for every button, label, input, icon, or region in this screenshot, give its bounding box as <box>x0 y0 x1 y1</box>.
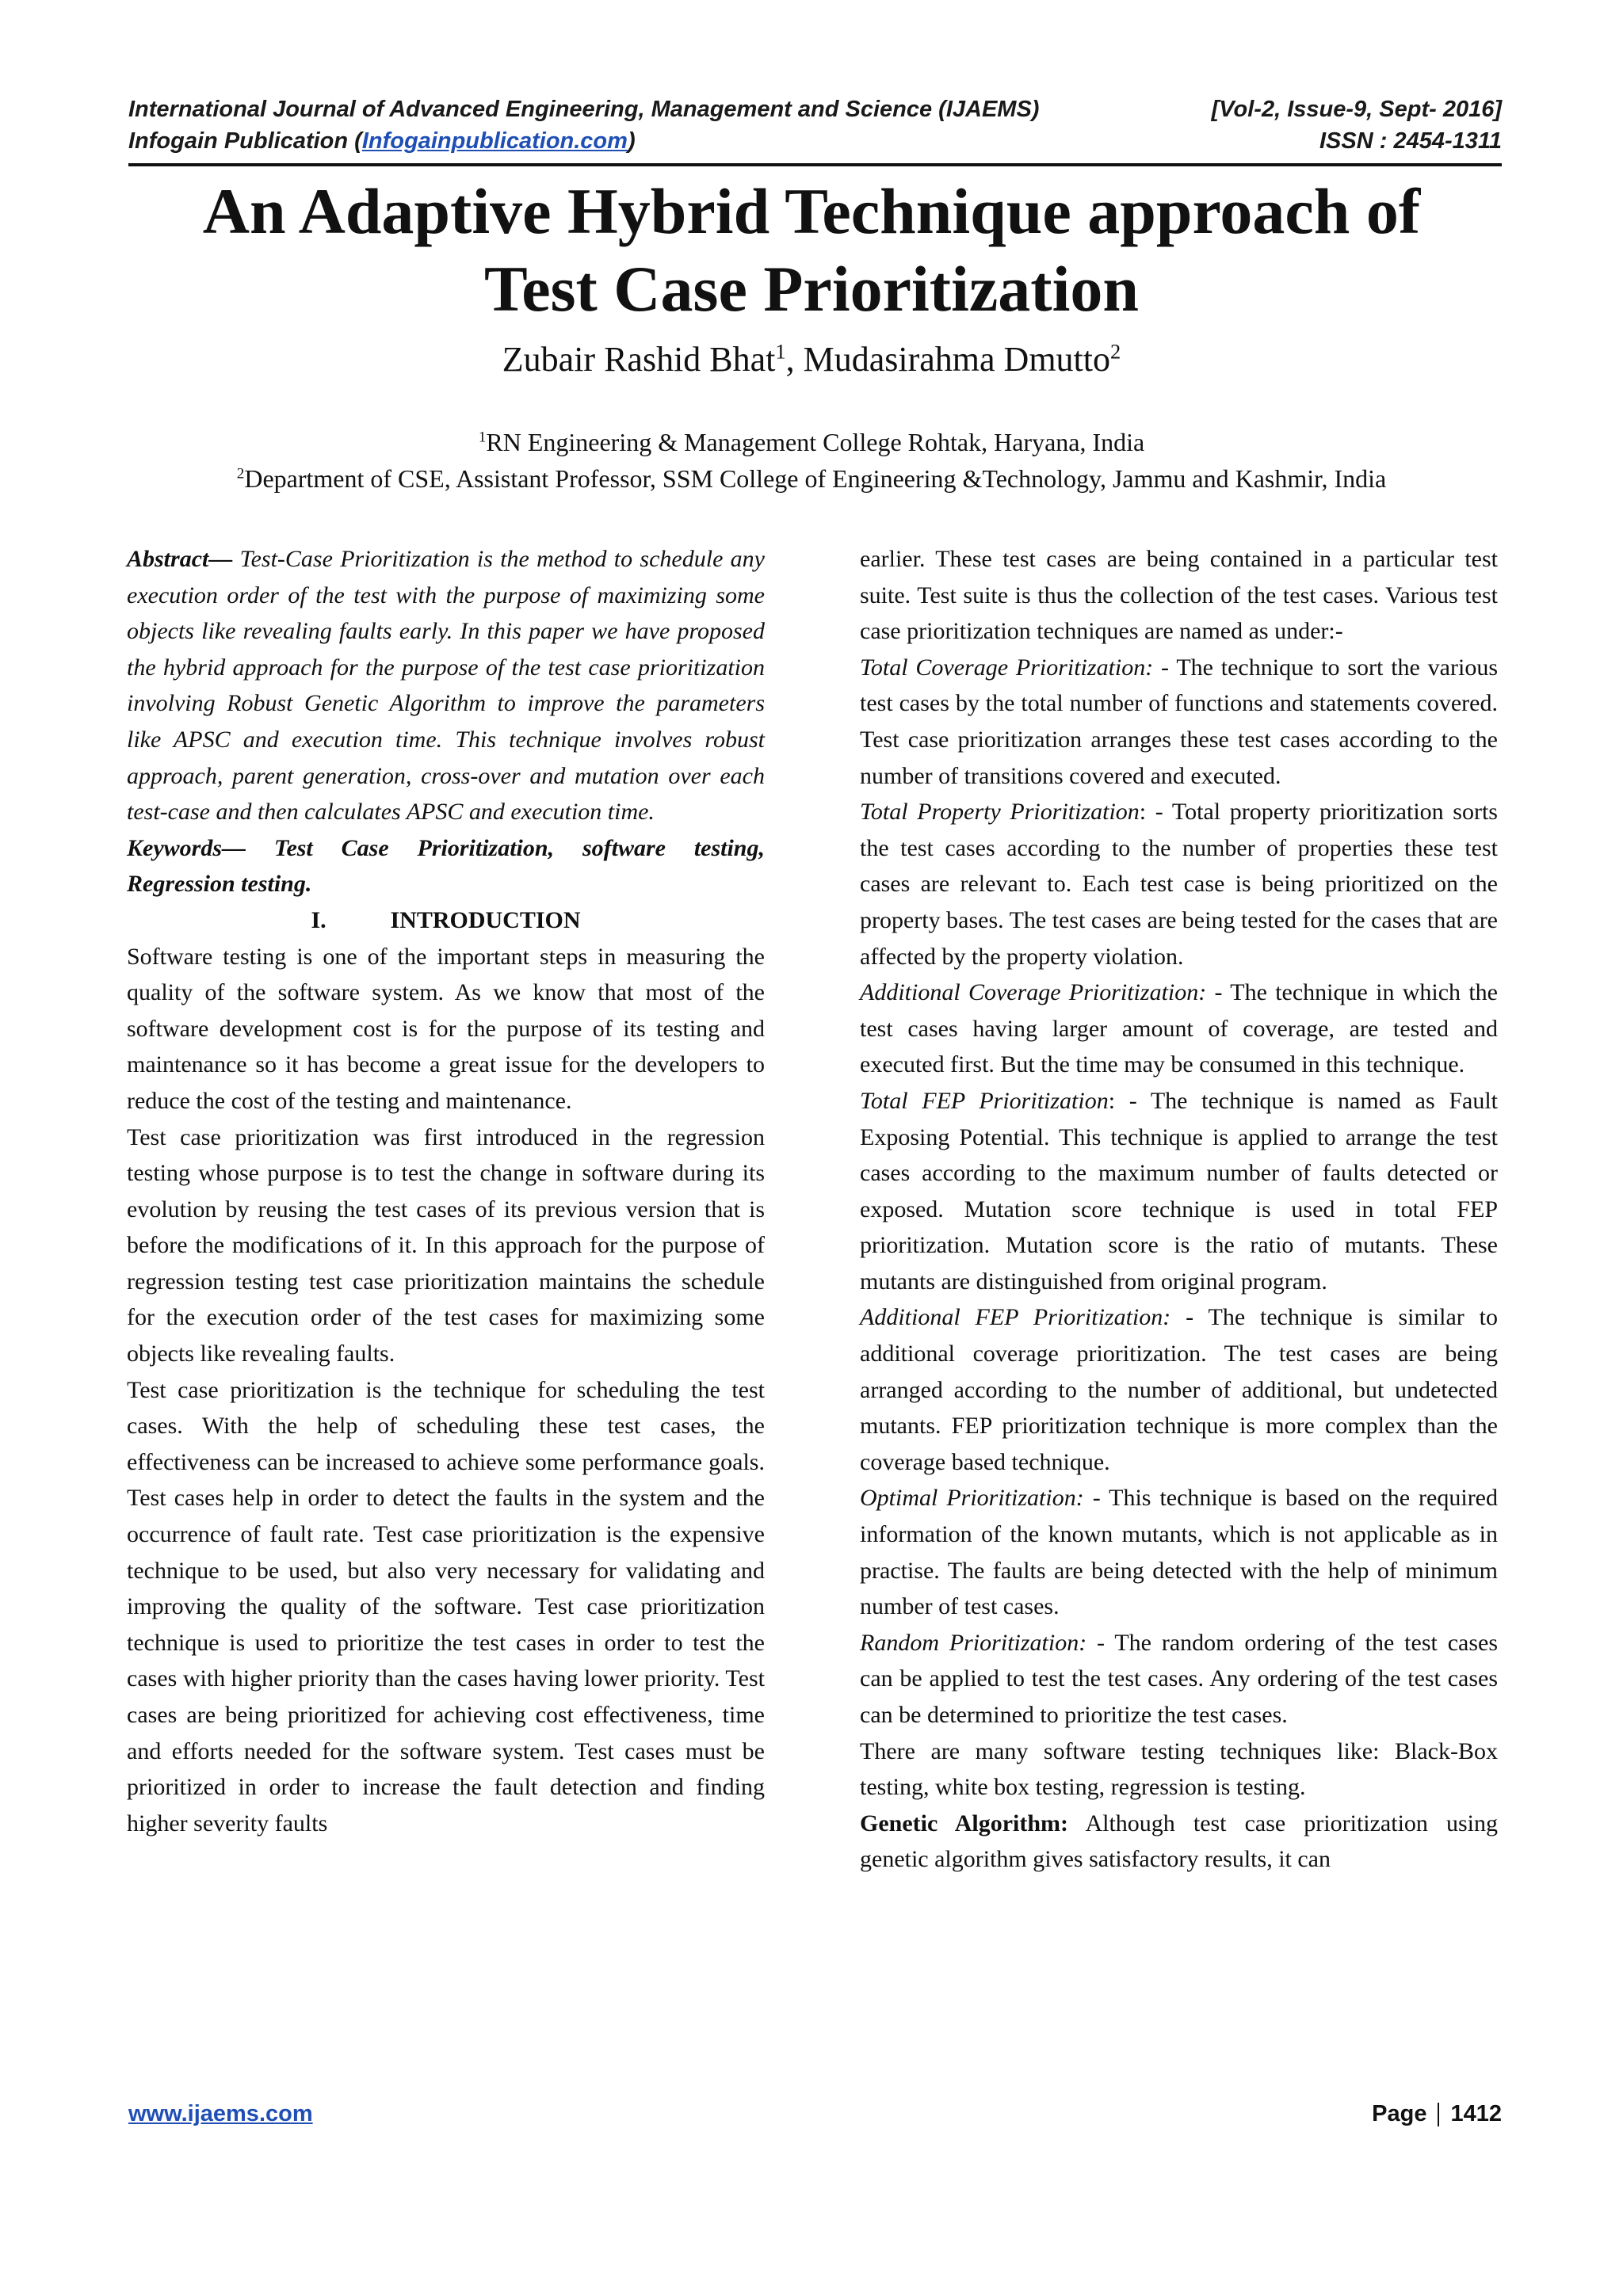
affiliation-2: $^2$Department of CSE, Assistant Professor, SSM College of Engineering &Technology, Jammu and Kashmir, India <box>236 464 1387 493</box>
testing-techniques-paragraph: There are many software testing techniques like: Black-Box testing, white box testing, regression is testing. <box>860 1737 1498 1801</box>
author-2: Mudasirahma Dmutto <box>803 340 1110 379</box>
intro-paragraph: Test case prioritization is the technique for scheduling the test cases. With the help of scheduling these test cases, the effectiveness can be increased to achieve some performance goals. Test cases help in order to detect the faults in the system and the occurrence of fault rate. Test case prioritization is the expensive technique to be used, but also very necessary for validating and improving the quality of the software. Test case prioritization technique is used to prioritize the test cases in order to test the cases with higher priority than the cases having lower priority. Test cases are being prioritized for achieving cost effectiveness, time and efforts needed for the software system. Test cases must be prioritized in order to increase the fault detection and finding higher severity faults <box>127 1376 765 1836</box>
technique-item: Additional Coverage Prioritization: - The technique in which the test cases having larger amount of coverage, are tested and executed first. But the time may be consumed in this technique. <box>860 979 1498 1078</box>
publisher-link[interactable]: Infogainpublication.com <box>361 128 628 154</box>
title-line-1: An Adaptive Hybrid Technique approach of <box>202 175 1421 247</box>
technique-item: Total Property Prioritization: - Total property prioritization sorts the test cases according to the number of properties these test cases are relevant to. Each test case is being prioritized on the property bases. The test cases are being tested for the cases that are affected by the property violation. <box>860 799 1498 970</box>
running-header-line2 <box>128 128 1502 157</box>
author-1: Zubair Rashid Bhat <box>502 340 776 379</box>
intro-paragraph: Test case prioritization was first introduced in the regression testing whose purpose is to test the change in software during its evolution by reusing the test cases of its previous version that is before the modifications of it. In this approach for the purpose of regression testing test case prioritization maintains the schedule for the execution order of the test cases for maximizing some objects like revealing faults. <box>127 1123 765 1367</box>
technique-item: Total FEP Prioritization: - The technique is named as Fault Exposing Potential. This technique is applied to arrange the test cases according to the maximum number of faults detected or exposed. Mutation score technique is used in total FEP prioritization. Mutation score is the ratio of mutants. These mutants are distinguished from original program. <box>860 1087 1498 1295</box>
title-line-2: Test Case Prioritization <box>484 253 1139 325</box>
technique-item: Total Coverage Prioritization: - The technique to sort the various test cases by the total number of functions and statements covered. Test case prioritization arranges these test cases according to the number of transitions covered and executed. <box>860 654 1498 789</box>
website-link[interactable]: www.ijaems.com <box>128 2101 313 2126</box>
technique-item: Random Prioritization: - The random ordering of the test cases can be applied to test the test cases. Any ordering of the test cases can be determined to prioritize the test cases. <box>860 1629 1498 1728</box>
affiliation-1: $^1$RN Engineering & Management College Rohtak, Haryana, India <box>478 428 1145 456</box>
running-header-line1 <box>128 97 1502 125</box>
issn: ISSN : 2454-1311 <box>1319 128 1502 154</box>
paper-title <box>0 173 1623 328</box>
keywords: Keywords— Test Case Prioritization, software testing, Regression testing. <box>127 834 765 898</box>
section-heading-introduction: I. INTRODUCTION <box>311 906 581 933</box>
page-footer <box>128 2101 1502 2133</box>
abstract: Abstract— Test-Case Prioritization is the method to schedule any execution order of the test with the purpose of maximizing some objects like revealing faults early. In this paper we have proposed the hybrid approach for the purpose of the test case prioritization involving Robust Genetic Algorithm to improve the parameters like APSC and execution time. This technique involves robust approach, parent generation, cross-over and mutation over each test-case and then calculates APSC and execution time. <box>127 546 765 826</box>
publisher: Infogain Publication (Infogainpublication.com) <box>128 128 636 154</box>
footer-divider <box>1438 2103 1439 2126</box>
abstract-label: Abstract— <box>127 546 233 572</box>
right-column <box>860 541 1498 1878</box>
left-column <box>127 541 765 1841</box>
intro-continuation: earlier. These test cases are being contained in a particular test suite. Test suite is thus the collection of the test cases. Various test case prioritization techniques are named as under:- <box>860 546 1498 645</box>
intro-paragraph: Software testing is one of the important steps in measuring the quality of the software system. As we know that most of the software development cost is for the purpose of its testing and maintenance so it has become a great issue for the developers to reduce the cost of the testing and maintenance. <box>127 943 765 1114</box>
technique-item: Optimal Prioritization: - This technique is based on the required information of the known mutants, which is not applicable as in practise. The faults are being detected with the help of minimum number of test cases. <box>860 1485 1498 1620</box>
genetic-label: Genetic Algorithm: <box>860 1810 1069 1836</box>
journal-name: International Journal of Advanced Engineering, Management and Science (IJAEMS) <box>128 97 1040 122</box>
author-list: Zubair Rashid Bhat$^1$, Mudasirahma Dmutto$^2$ <box>502 339 1121 379</box>
genetic-algorithm-paragraph: Genetic Algorithm: Although test case prioritization using genetic algorithm gives satisfactory results, it can <box>860 1810 1499 1873</box>
page-number: Page 1412 <box>1372 2101 1502 2126</box>
keywords-label: Keywords— <box>127 834 246 861</box>
header-rule <box>128 163 1502 166</box>
volume-info: [Vol-2, Issue-9, Sept- 2016] <box>1211 97 1502 122</box>
technique-item: Additional FEP Prioritization: - The technique is similar to additional coverage prioritization. The test cases are being arranged according to the number of additional, but undetected mutants. FEP prioritization technique is more complex than the coverage based technique. <box>860 1304 1498 1475</box>
